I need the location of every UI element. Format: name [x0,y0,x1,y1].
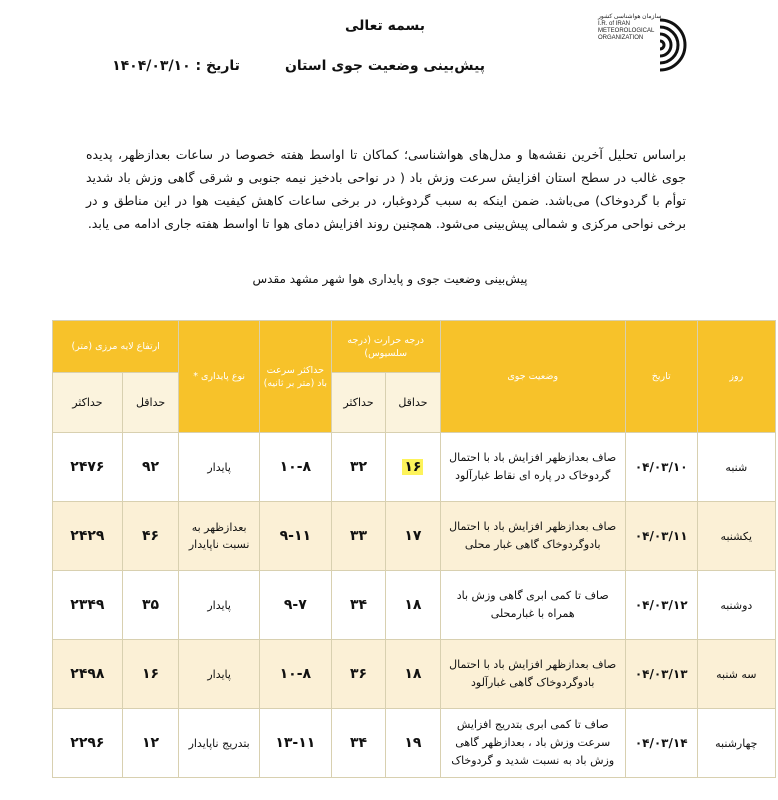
header-temp-max: حداکثر [331,373,385,433]
cell-temp-min: ۱۷ [386,502,440,571]
cell-date: ۰۴/۰۳/۱۰ [625,433,697,502]
cell-day: یکشنبه [697,502,775,571]
header-boundary-min: حداقل [122,373,179,433]
cell-day: دوشنبه [697,571,775,640]
highlighted-value: ۱۶ [404,459,422,475]
cell-date: ۰۴/۰۳/۱۱ [625,502,697,571]
header-stability: نوع پایداری * [179,321,260,433]
cell-boundary-max: ۲۴۹۸ [53,640,123,709]
cell-weather: صاف بعدازظهر افزایش باد با احتمال گردوخاک در پاره ای نقاط غبارآلود [440,433,625,502]
header-weather: وضعیت جوی [440,321,625,433]
cell-date: ۰۴/۰۳/۱۲ [625,571,697,640]
cell-boundary-max: ۲۴۷۶ [53,433,123,502]
forecast-table [52,320,776,778]
cell-weather: صاف بعدازظهر افزایش باد با احتمال بادوگردوخاک گاهی غبارآلود [440,640,625,709]
cell-temp-max: ۳۴ [331,709,385,778]
header-date: تاریخ [625,321,697,433]
header-boundary-max: حداکثر [53,373,123,433]
header-temp-min: حداقل [386,373,440,433]
cell-temp-max: ۳۲ [331,433,385,502]
cell-weather: صاف بعدازظهر افزایش باد با احتمال بادوگردوخاک گاهی غبار محلی [440,502,625,571]
cell-temp-max: ۳۳ [331,502,385,571]
table-row [53,571,776,640]
cell-date: ۰۴/۰۳/۱۴ [625,709,697,778]
logo-text: سازمان هواشناسی کشور I.R. of IRAN METEOROLOGICAL ORGANIZATION [598,14,662,41]
cell-temp-min [386,433,440,502]
document-date: تاریخ : ۱۴۰۴/۰۳/۱۰ [112,58,240,74]
cell-stability: پایدار [179,640,260,709]
document-title: پیش‌بینی وضعیت جوی استان [284,58,486,74]
cell-boundary-max: ۲۲۹۶ [53,709,123,778]
cell-boundary-max: ۲۳۴۹ [53,571,123,640]
table-row [53,709,776,778]
table-row [53,433,776,502]
header-boundary-layer: ارتفاع لایه مرزی (متر) [53,321,179,373]
cell-day: شنبه [697,433,775,502]
bismillah-heading: بسمه تعالی [344,18,426,34]
cell-boundary-min: ۱۶ [122,640,179,709]
cell-stability: بعدازظهر به نسبت ناپایدار [179,502,260,571]
cell-temp-min: ۱۸ [386,571,440,640]
cell-wind: ۱۰-۸ [259,640,331,709]
cell-temp-min: ۱۸ [386,640,440,709]
cell-boundary-min: ۱۲ [122,709,179,778]
cell-wind: ۱۰-۸ [259,433,331,502]
cell-stability: پایدار [179,433,260,502]
header-wind: حداکثر سرعت باد (متر بر ثانیه) [259,321,331,433]
cell-boundary-min: ۴۶ [122,502,179,571]
cell-day: سه شنبه [697,640,775,709]
cell-weather: صاف تا کمی ابری بتدریج افزایش سرعت وزش باد ، بعدازظهر گاهی وزش باد به نسبت شدید و گردوخاک [440,709,625,778]
cell-date: ۰۴/۰۳/۱۳ [625,640,697,709]
table-row [53,502,776,571]
cell-wind: ۱۳-۱۱ [259,709,331,778]
cell-day: چهارشنبه [697,709,775,778]
cell-temp-max: ۳۶ [331,640,385,709]
table-row [53,640,776,709]
cell-wind: ۹-۷ [259,571,331,640]
cell-temp-max: ۳۴ [331,571,385,640]
cell-stability: پایدار [179,571,260,640]
cell-stability: بتدریج ناپایدار [179,709,260,778]
header-temperature: درجه حرارت (درجه سلسیوس) [331,321,440,373]
cell-wind: ۹-۱۱ [259,502,331,571]
intro-paragraph: براساس تحلیل آخرین نقشه‌ها و مدل‌های هواشناسی؛ کماکان تا اواسط هفته خصوصا در ساعات بعدازظهر، پدیده جوی غالب در سطح استان افزایش سرعت وزش باد ( در نواحی بادخیز نیمه جنوبی و شرقی گاهی وزش باد شدید توأم با گردوخاک) می‌باشد. ضمن اینکه به سبب گردوغبار، در برخی ساعات کاهش کیفیت هوا در این مناطق و در برخی نواحی مرکزی و شمالی پیش‌بینی می‌شود. همچنین روند افزایش دمای هوا تا اواسط هفته جاری ادامه می یابد. [86,146,686,231]
cell-temp-min: ۱۹ [386,709,440,778]
cell-boundary-max: ۲۴۲۹ [53,502,123,571]
cell-boundary-min: ۳۵ [122,571,179,640]
cell-boundary-min: ۹۲ [122,433,179,502]
cell-weather: صاف تا کمی ابری گاهی وزش باد همراه با غبارمحلی [440,571,625,640]
table-caption: پیش‌بینی وضعیت جوی و پایداری هوا شهر مشهد مقدس [252,272,528,286]
header-day: روز [697,321,775,433]
